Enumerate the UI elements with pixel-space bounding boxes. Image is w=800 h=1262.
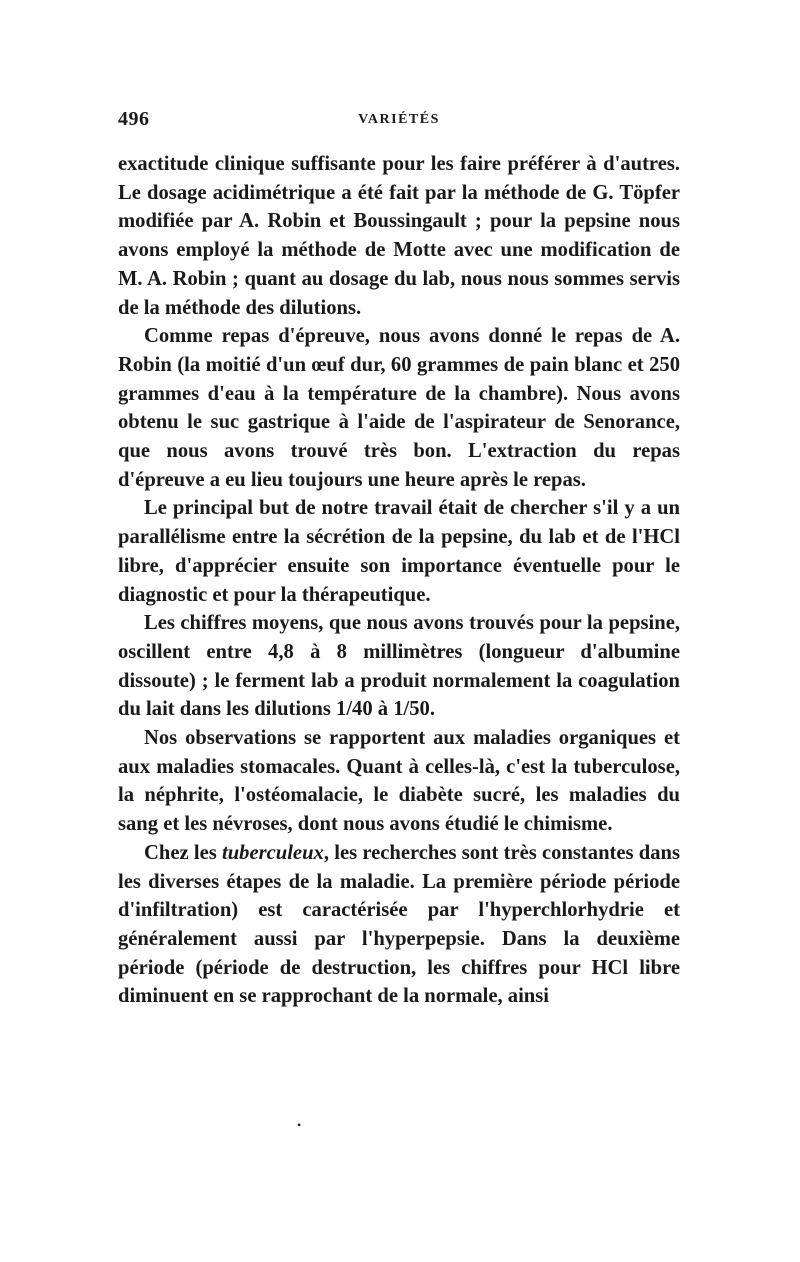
paragraph-5: Nos observations se rapportent aux maladies organiques et aux maladies stomacales. Quant à celles-là, c'est la tuberculose, la néphrite, l'ostéomalacie, le diabète sucré, les maladies du sang et les névroses, dont nous avons étudié le chimisme. bbox=[118, 727, 680, 836]
paragraph-3: Le principal but de notre travail était de chercher s'il y a un parallélisme entre la sécrétion de la pepsine, du lab et de l'HCl libre, d'apprécier ensuite son importance éventuelle pour le diagnostic et pour la thérapeutique. bbox=[118, 497, 680, 606]
running-head: VARIÉTÉS bbox=[358, 112, 440, 127]
page-number: 496 bbox=[118, 108, 150, 130]
paragraph-6-start: Chez les bbox=[144, 841, 222, 864]
paragraph-4: Les chiffres moyens, que nous avons trouvés pour la pepsine, oscillent entre 4,8 à 8 millimètres (longueur d'albumine dissoute) ; le ferment lab a produit normalement la coagulation du lait dans les dilutions 1/40 à 1/50. bbox=[118, 612, 680, 721]
paragraph-2: Comme repas d'épreuve, nous avons donné le repas de A. Robin (la moitié d'un œuf dur, 60 grammes de pain blanc et 250 grammes d'eau à la température de la chambre). Nous avons obtenu le suc gastrique à l'aide de l'aspirateur de Senorance, que nous avons trouvé très bon. L'extraction du repas d'épreuve a eu lieu toujours une heure après le repas. bbox=[118, 325, 680, 491]
paragraph-1: exactitude clinique suffisante pour les faire préférer à d'autres. Le dosage acidimétrique a été fait par la méthode de G. Töpfer modifiée par A. Robin et Boussingault ; pour la pepsine nous avons employé la méthode de Motte avec une modification de M. A. Robin ; quant au dosage du lab, nous nous sommes servis de la méthode des dilutions. bbox=[118, 153, 680, 319]
paragraph-6 bbox=[118, 839, 680, 1011]
page-header bbox=[118, 108, 680, 136]
body-text bbox=[118, 150, 680, 1011]
paragraph-6-rest: , les recherches sont très constantes dans les diverses étapes de la maladie. La première période période d'infiltration) est caractérisée par l'hyperchlorhydrie et généralement aussi par l'hyperpepsie. Dans la deuxième période (période de destruction, les chiffres pour HCl libre diminuent en se rapprochant de la normale, ainsi bbox=[118, 841, 680, 1008]
bottom-mark: • bbox=[297, 1118, 302, 1132]
italic-term: tuberculeux bbox=[221, 841, 324, 864]
